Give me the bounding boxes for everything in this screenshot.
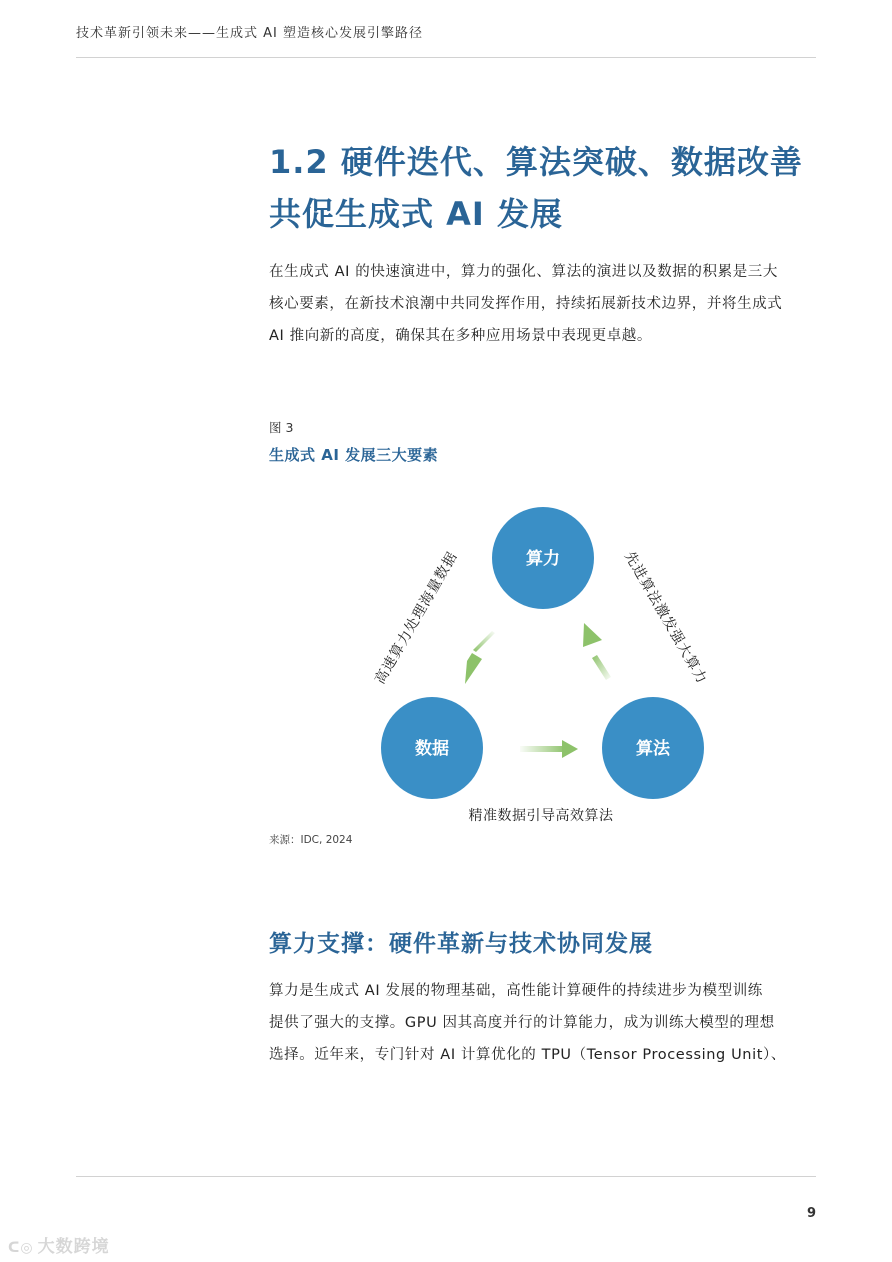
figure-title: 生成式 AI 发展三大要素 (269, 446, 439, 464)
node-algorithm-label: 算法 (636, 739, 670, 759)
three-elements-diagram (340, 490, 740, 840)
header-divider (76, 57, 816, 58)
figure-source: 来源：IDC, 2024 (269, 834, 353, 846)
arrow-data-to-algorithm (520, 740, 578, 758)
page-number: 9 (806, 1206, 816, 1221)
watermark (8, 1232, 110, 1257)
intro-line-1: 在生成式 AI 的快速演进中，算力的强化、算法的演进以及数据的积累是三大 (269, 264, 779, 280)
section-title-line-2: 共促生成式 AI 发展 (269, 195, 563, 233)
running-header: 技术革新引领未来——生成式 AI 塑造核心发展引擎路径 (76, 26, 423, 41)
section-title-line-1: 1.2 硬件迭代、算法突破、数据改善 (269, 143, 803, 181)
compute-line-1: 算力是生成式 AI 发展的物理基础，高性能计算硬件的持续进步为模型训练 (269, 983, 763, 999)
compute-line-2: 提供了强大的支撑。GPU 因其高度并行的计算能力，成为训练大模型的理想 (269, 1015, 775, 1031)
node-data-label: 数据 (415, 739, 449, 759)
arrow-algorithm-to-compute (583, 623, 611, 680)
watermark-text: 大数跨境 (37, 1237, 110, 1257)
section-title (269, 136, 829, 240)
intro-paragraph (269, 256, 821, 352)
edge-label-algorithm-compute: 先进算法激发强大算力 (621, 549, 710, 687)
subsection-heading: 算力支撑：硬件革新与技术协同发展 (269, 931, 653, 957)
edge-label-data-algorithm: 精准数据引导高效算法 (468, 808, 614, 824)
figure-number: 图 3 (269, 420, 294, 435)
edge-label-compute-data: 高速算力处理海量数据 (372, 549, 461, 687)
footer-divider (76, 1176, 816, 1177)
watermark-logo-icon: ᑕ◎ (8, 1240, 34, 1256)
compute-line-3: 选择。近年来，专门针对 AI 计算优化的 TPU（Tensor Processing Unit）、 (269, 1047, 786, 1063)
arrow-compute-to-data (465, 631, 495, 684)
node-compute-label: 算力 (526, 549, 560, 569)
intro-line-2: 核心要素，在新技术浪潮中共同发挥作用，持续拓展新技术边界，并将生成式 (269, 296, 783, 312)
intro-line-3: AI 推向新的高度，确保其在多种应用场景中表现更卓越。 (269, 328, 653, 344)
compute-paragraph (269, 975, 821, 1071)
